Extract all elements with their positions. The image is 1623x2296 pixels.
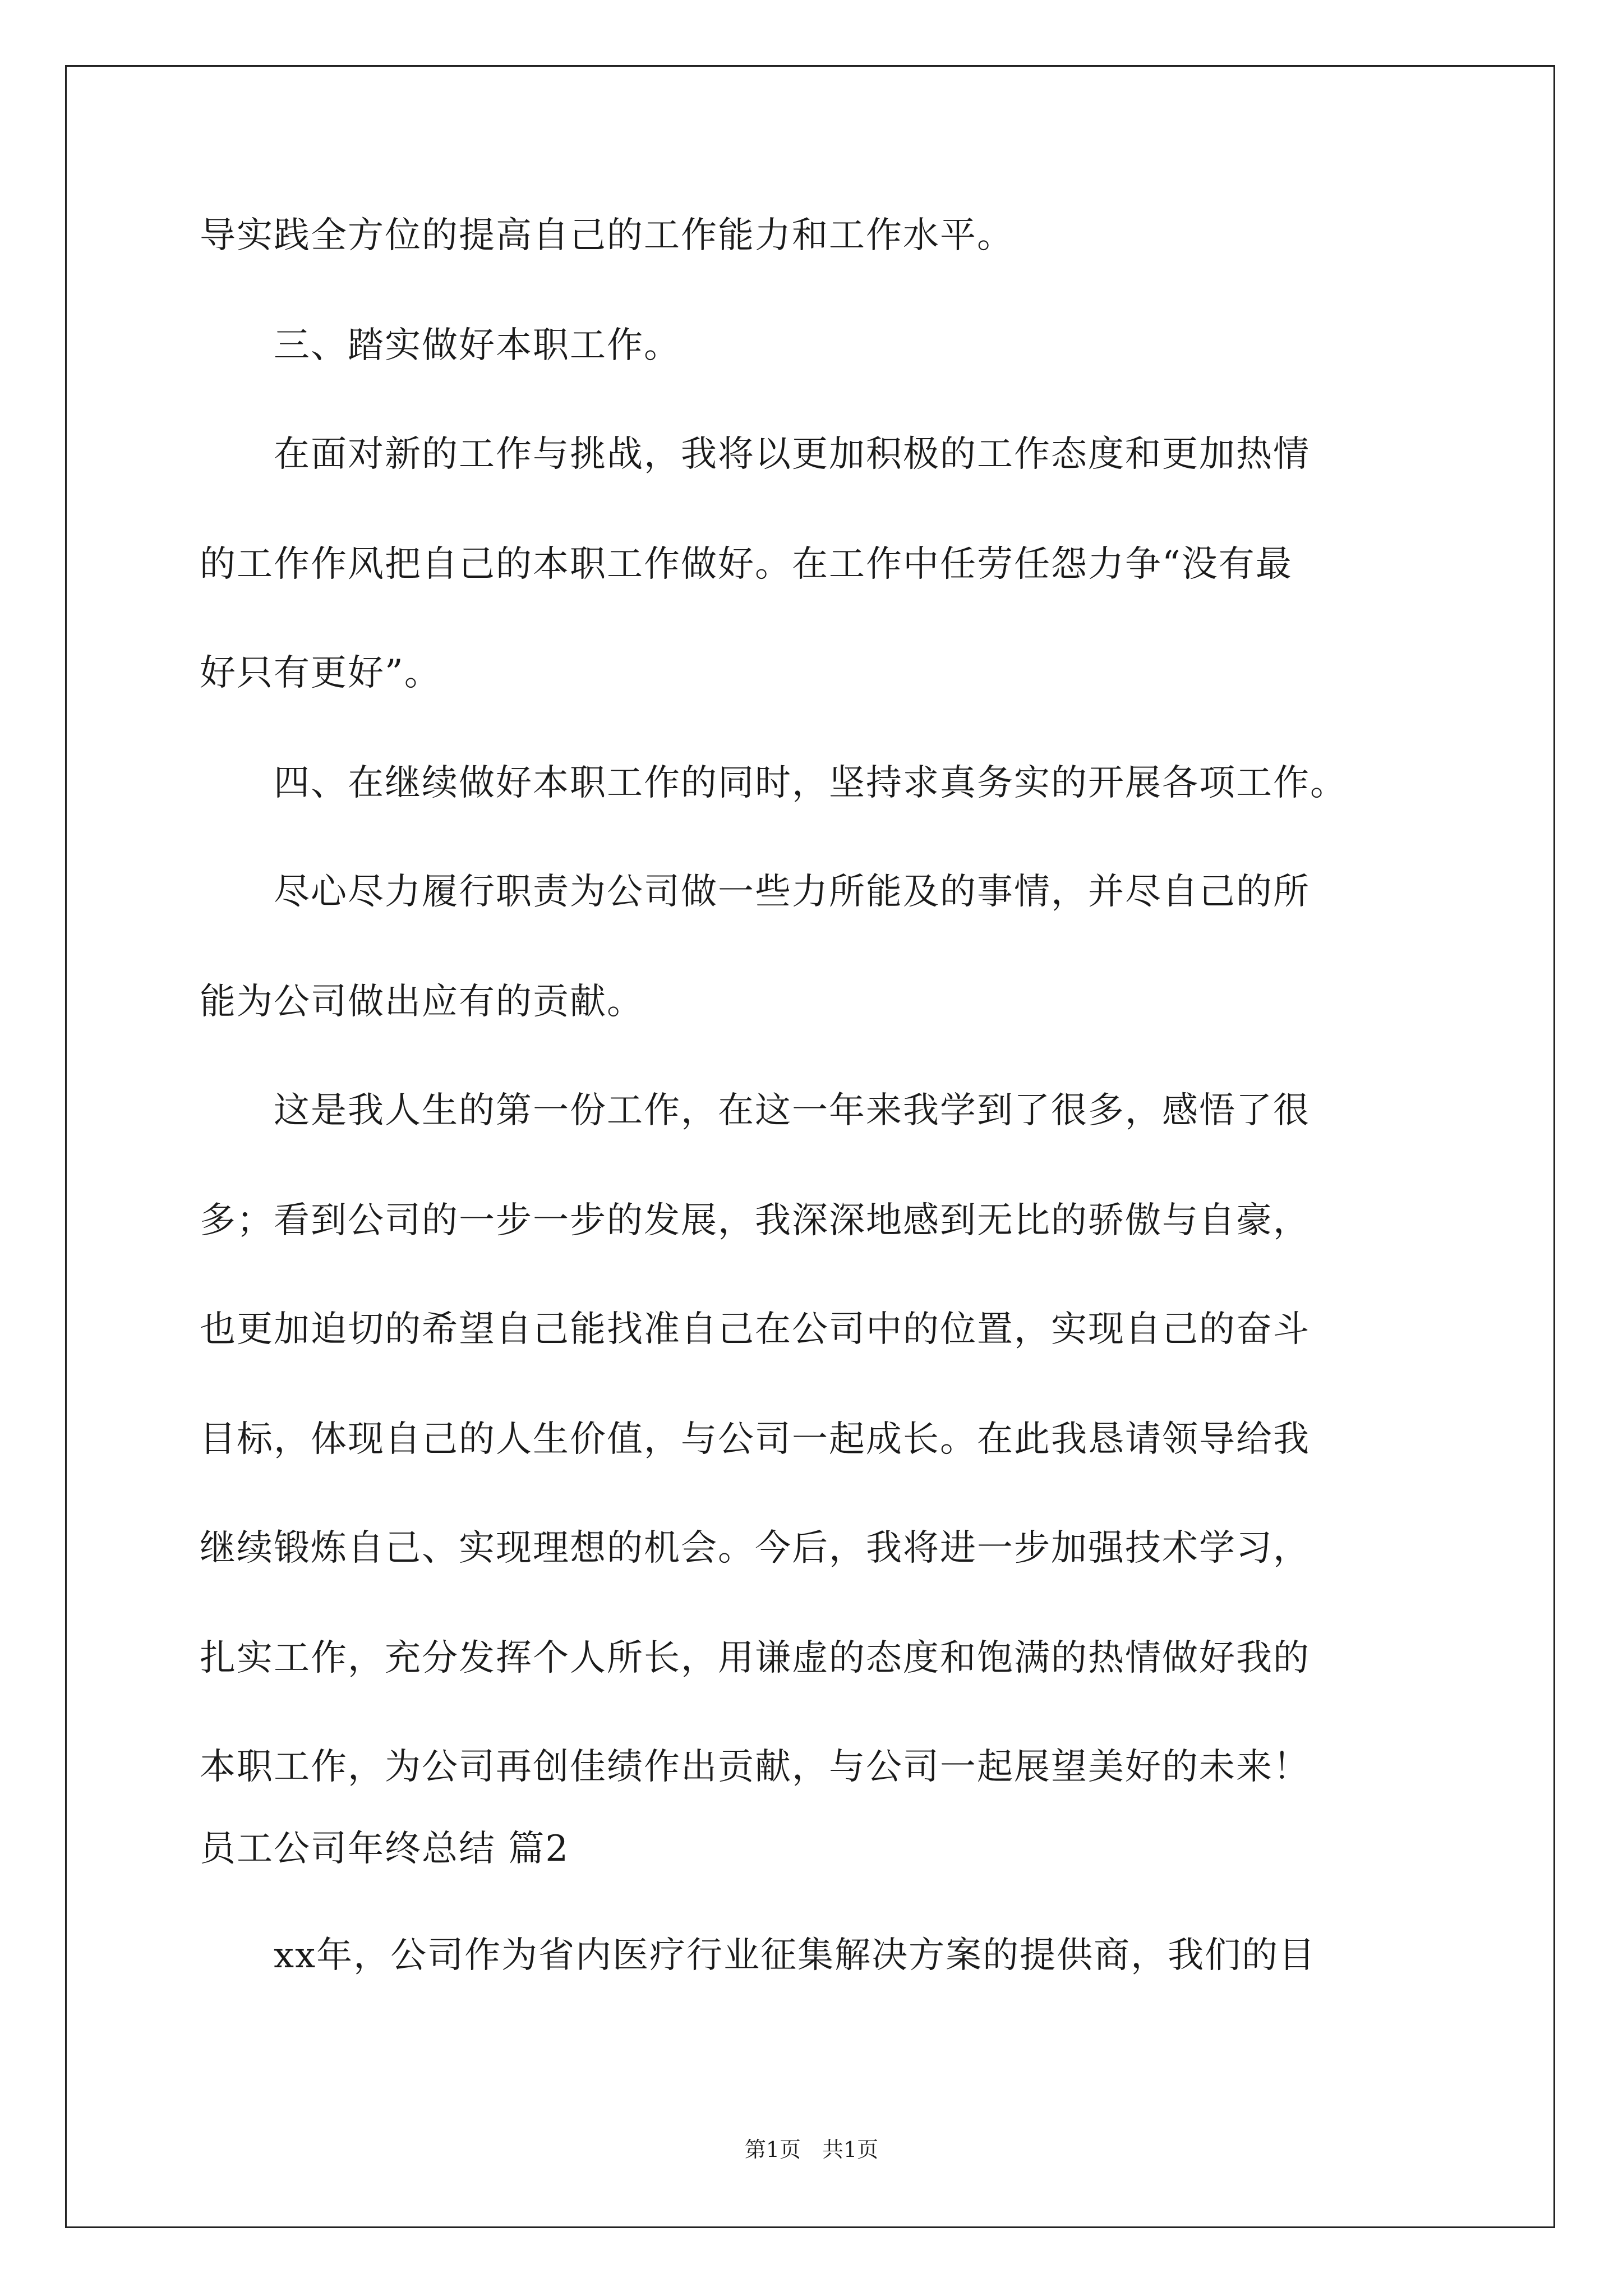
page-footer: 第1页 共1页 — [744, 2137, 879, 2162]
text-line: xx年，公司作为省内医疗行业征集解决方案的提供商，我们的目 — [200, 1935, 1316, 1976]
text-line: 好只有更好”。 — [200, 652, 441, 694]
text-line: 目标，体现自己的人生价值，与公司一起成长。在此我恳请领导给我 — [200, 1419, 1310, 1460]
text-line: 三、踏实做好本职工作。 — [200, 325, 681, 366]
text-line: 尽心尽力履行职责为公司做一些力所能及的事情，并尽自己的所 — [200, 871, 1310, 913]
text-line: 这是我人生的第一份工作，在这一年来我学到了很多，感悟了很 — [200, 1090, 1310, 1131]
text-line: 导实践全方位的提高自己的工作能力和工作水平。 — [200, 215, 1014, 256]
section-heading: 员工公司年终总结 篇2 — [200, 1828, 570, 1870]
text-line: 扎实工作，充分发挥个人所长，用谦虚的态度和饱满的热情做好我的 — [200, 1637, 1310, 1679]
text-line: 四、在继续做好本职工作的同时，坚持求真务实的开展各项工作。 — [200, 762, 1347, 804]
text-line: 也更加迫切的希望自己能找准自己在公司中的位置，实现自己的奋斗 — [200, 1309, 1310, 1350]
text-line: 多；看到公司的一步一步的发展，我深深地感到无比的骄傲与自豪， — [200, 1200, 1310, 1241]
text-line: 继续锻炼自己、实现理想的机会。今后，我将进一步加强技术学习， — [200, 1527, 1310, 1569]
text-line: 能为公司做出应有的贡献。 — [200, 981, 644, 1023]
text-line: 在面对新的工作与挑战，我将以更加积极的工作态度和更加热情 — [200, 434, 1310, 475]
page-border — [65, 65, 1555, 2228]
text-line: 本职工作，为公司再创佳绩作出贡献，与公司一起展望美好的未来！ — [200, 1746, 1310, 1788]
text-line: 的工作作风把自己的本职工作做好。在工作中任劳任怨力争“没有最 — [200, 544, 1293, 585]
